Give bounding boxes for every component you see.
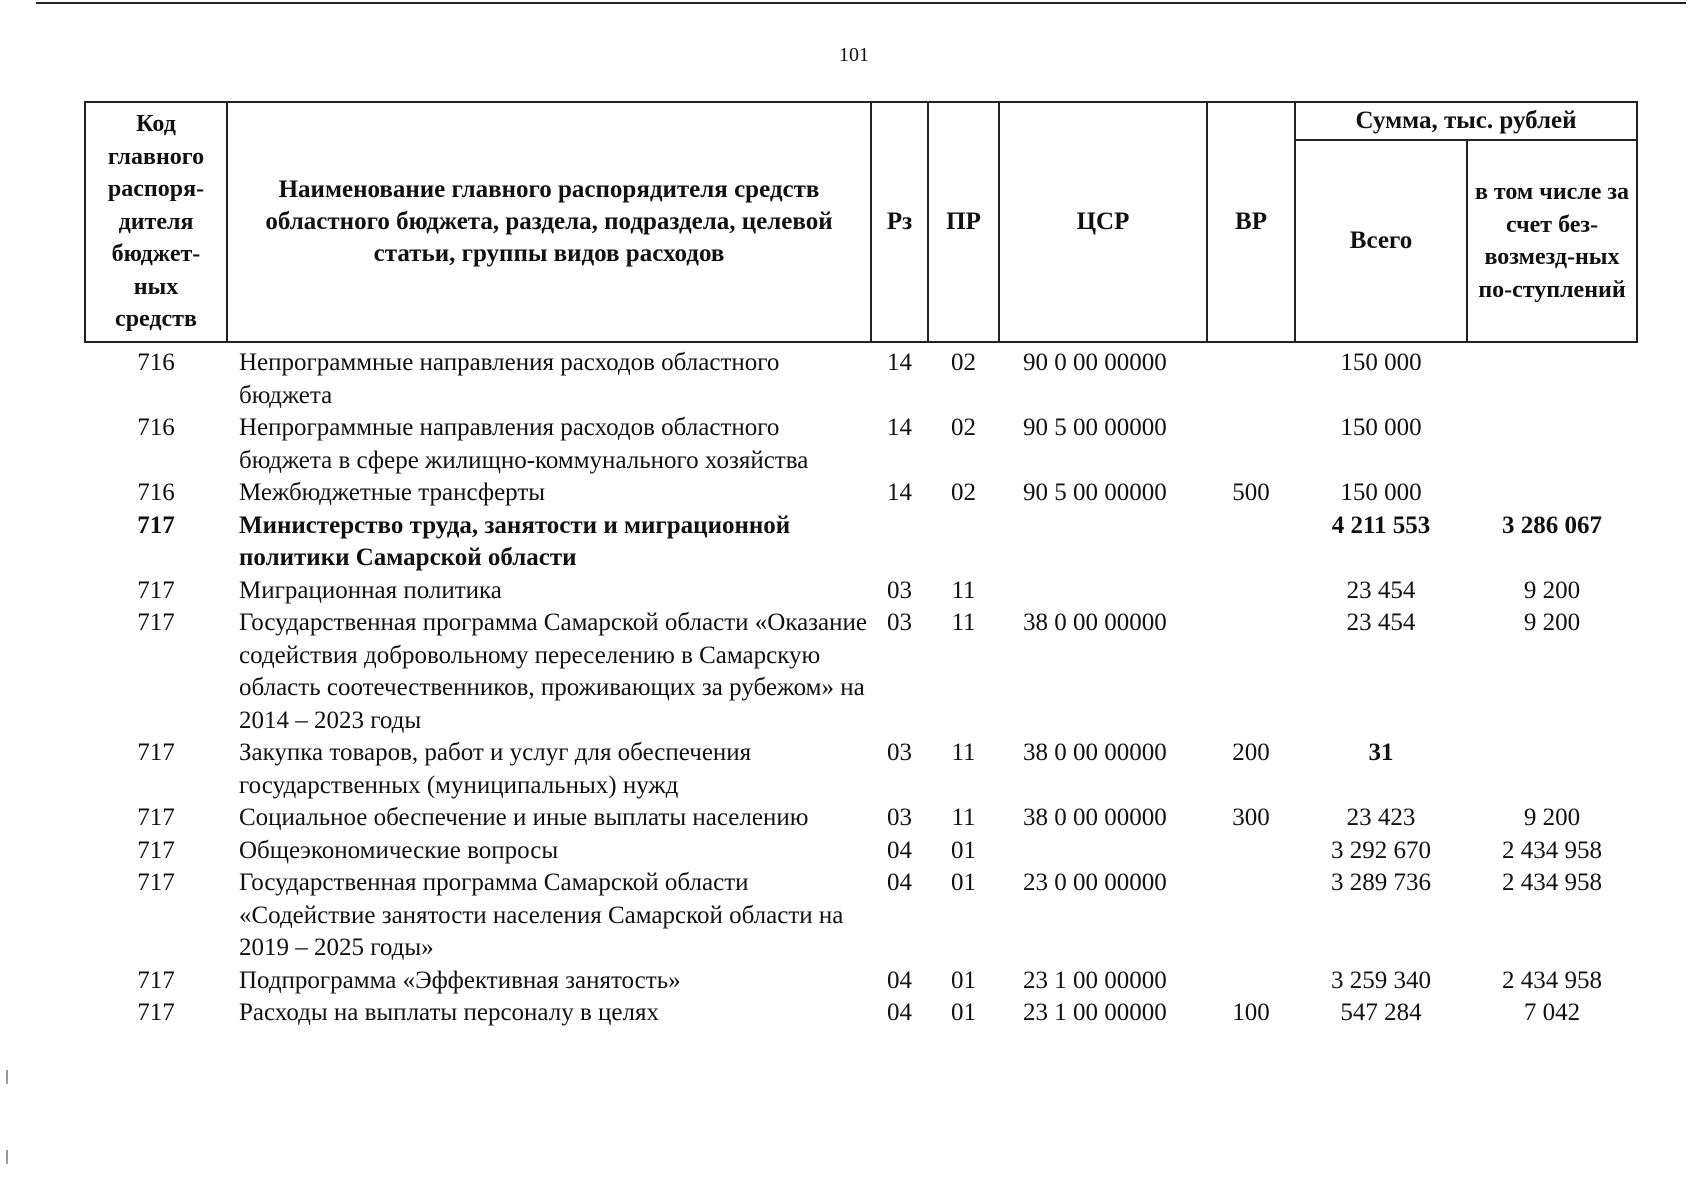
row-vr <box>1207 867 1295 965</box>
row-pr <box>928 510 999 575</box>
row-vr <box>1207 607 1295 737</box>
table-row <box>85 342 1637 412</box>
row-csr: 90 0 00 00000 <box>1023 349 1167 376</box>
row-vr <box>1207 835 1295 868</box>
row-csr: 38 0 00 00000 <box>1023 609 1167 636</box>
row-name: Общеэкономические вопросы <box>239 836 559 864</box>
row-code: 716 <box>137 349 175 376</box>
row-grant: 3 286 067 <box>1502 511 1602 539</box>
row-pr: 02 <box>951 349 976 376</box>
row-csr: 38 0 00 00000 <box>1023 804 1167 831</box>
header-code: Код главного распоря-дителя бюджет-ных средств <box>85 102 227 342</box>
row-grant <box>1467 737 1637 802</box>
table-body <box>85 342 1637 1030</box>
row-vr <box>1207 412 1295 477</box>
row-grant <box>1467 342 1637 412</box>
row-total: 23 423 <box>1346 804 1416 831</box>
row-pr: 11 <box>951 576 976 604</box>
row-vr <box>1207 510 1295 575</box>
row-csr <box>999 510 1207 575</box>
row-pr: 01 <box>951 836 976 864</box>
row-total: 23 454 <box>1346 576 1416 604</box>
scan-mark <box>6 1070 8 1084</box>
row-pr: 01 <box>951 999 976 1026</box>
row-pr: 02 <box>951 479 976 506</box>
table-row <box>85 835 1637 868</box>
header-name: Наименование главного распорядителя средств областного бюджета, раздела, подраздела, целевой статьи, группы видов расходов <box>227 102 871 342</box>
top-border-line <box>36 2 1686 4</box>
row-vr: 300 <box>1232 804 1270 831</box>
row-total: 31 <box>1368 739 1394 766</box>
row-grant <box>1467 477 1637 510</box>
row-rz <box>871 510 928 575</box>
row-csr: 90 5 00 00000 <box>1023 479 1167 506</box>
row-vr: 500 <box>1232 479 1270 506</box>
row-vr: 100 <box>1232 999 1270 1026</box>
row-code: 717 <box>137 511 175 539</box>
row-name: Социальное обеспечение и иные выплаты населению <box>239 804 809 831</box>
header-total: Всего <box>1295 140 1467 342</box>
row-rz: 04 <box>887 869 912 896</box>
header-pr: ПР <box>928 102 999 342</box>
row-total: 3 289 736 <box>1331 869 1431 896</box>
budget-table <box>84 101 1638 1030</box>
table-row <box>85 575 1637 608</box>
row-code: 717 <box>137 576 175 604</box>
table-row <box>85 997 1637 1030</box>
row-rz: 04 <box>887 999 912 1026</box>
row-rz: 03 <box>887 576 912 604</box>
row-grant: 7 042 <box>1523 999 1581 1026</box>
row-code: 717 <box>137 869 175 896</box>
row-vr: 200 <box>1232 739 1270 766</box>
row-csr: 23 1 00 00000 <box>1023 966 1167 994</box>
row-grant: 9 200 <box>1523 804 1581 831</box>
row-csr <box>999 835 1207 868</box>
row-name: Непрограммные направления расходов областного бюджета <box>239 349 780 409</box>
header-csr: ЦСР <box>999 102 1207 342</box>
header-rz: Рз <box>871 102 928 342</box>
row-vr <box>1207 965 1295 998</box>
row-total: 23 454 <box>1346 609 1416 636</box>
page-number: 101 <box>839 44 869 66</box>
row-rz: 14 <box>887 414 912 441</box>
row-total: 4 211 553 <box>1331 511 1431 539</box>
row-name: Государственная программа Самарской области «Оказание содействия добровольному переселению в Самарскую область соотечественников, проживающих за рубежом» на 2014 – 2023 годы <box>239 609 867 734</box>
row-code: 716 <box>137 414 175 441</box>
table-row <box>85 867 1637 965</box>
header-grants: в том числе за счет без-возмезд-ных по-ступлений <box>1467 140 1637 342</box>
row-name: Подпрограмма «Эффективная занятость» <box>239 966 681 994</box>
row-pr: 01 <box>951 966 976 994</box>
row-grant <box>1467 412 1637 477</box>
row-csr: 90 5 00 00000 <box>1023 414 1167 441</box>
row-csr: 38 0 00 00000 <box>1023 739 1167 766</box>
row-csr <box>999 575 1207 608</box>
row-grant: 2 434 958 <box>1502 966 1602 994</box>
row-pr: 11 <box>951 609 976 636</box>
table-row <box>85 965 1637 998</box>
row-pr: 11 <box>951 804 976 831</box>
row-name: Министерство труда, занятости и миграционной политики Самарской области <box>239 511 791 571</box>
row-name: Миграционная политика <box>239 576 502 604</box>
row-grant: 9 200 <box>1523 576 1581 604</box>
row-code: 717 <box>137 739 175 766</box>
table-row <box>85 607 1637 737</box>
row-rz: 14 <box>887 349 912 376</box>
table-row <box>85 510 1637 575</box>
row-total: 150 000 <box>1340 414 1422 441</box>
row-code: 717 <box>137 836 175 864</box>
table-row <box>85 412 1637 477</box>
row-code: 717 <box>137 966 175 994</box>
row-name: Государственная программа Самарской области «Содействие занятости населения Самарской области на 2019 – 2025 годы» <box>239 869 844 961</box>
row-vr <box>1207 342 1295 412</box>
row-name: Непрограммные направления расходов областного бюджета в сфере жилищно-коммунального хозяйства <box>239 414 809 474</box>
row-pr: 01 <box>951 869 976 896</box>
table-row <box>85 802 1637 835</box>
row-code: 716 <box>137 479 175 506</box>
row-total: 150 000 <box>1340 479 1422 506</box>
row-total: 3 259 340 <box>1331 966 1431 994</box>
row-rz: 03 <box>887 609 912 636</box>
row-code: 717 <box>137 609 175 636</box>
row-grant: 9 200 <box>1523 609 1581 636</box>
row-csr: 23 0 00 00000 <box>1023 869 1167 896</box>
row-grant: 2 434 958 <box>1502 869 1602 896</box>
row-pr: 11 <box>951 739 976 766</box>
row-total: 547 284 <box>1340 999 1422 1026</box>
row-code: 717 <box>137 804 175 831</box>
row-rz: 03 <box>887 739 912 766</box>
row-total: 150 000 <box>1340 349 1422 376</box>
row-rz: 04 <box>887 836 912 864</box>
row-vr <box>1207 575 1295 608</box>
row-rz: 14 <box>887 479 912 506</box>
row-total: 3 292 670 <box>1331 836 1431 864</box>
budget-table-container <box>84 101 1636 1030</box>
row-rz: 03 <box>887 804 912 831</box>
row-name: Расходы на выплаты персоналу в целях <box>239 999 659 1026</box>
table-header <box>85 102 1637 342</box>
table-row <box>85 477 1637 510</box>
row-csr: 23 1 00 00000 <box>1023 999 1167 1026</box>
row-grant: 2 434 958 <box>1502 836 1602 864</box>
row-code: 717 <box>137 999 175 1026</box>
row-pr: 02 <box>951 414 976 441</box>
row-name: Межбюджетные трансферты <box>239 479 546 506</box>
header-sum-group: Сумма, тыс. рублей <box>1295 102 1637 140</box>
header-vr: ВР <box>1207 102 1295 342</box>
row-rz: 04 <box>887 966 912 994</box>
scan-mark <box>6 1150 8 1164</box>
table-row <box>85 737 1637 802</box>
row-name: Закупка товаров, работ и услуг для обеспечения государственных (муниципальных) нужд <box>239 739 752 799</box>
